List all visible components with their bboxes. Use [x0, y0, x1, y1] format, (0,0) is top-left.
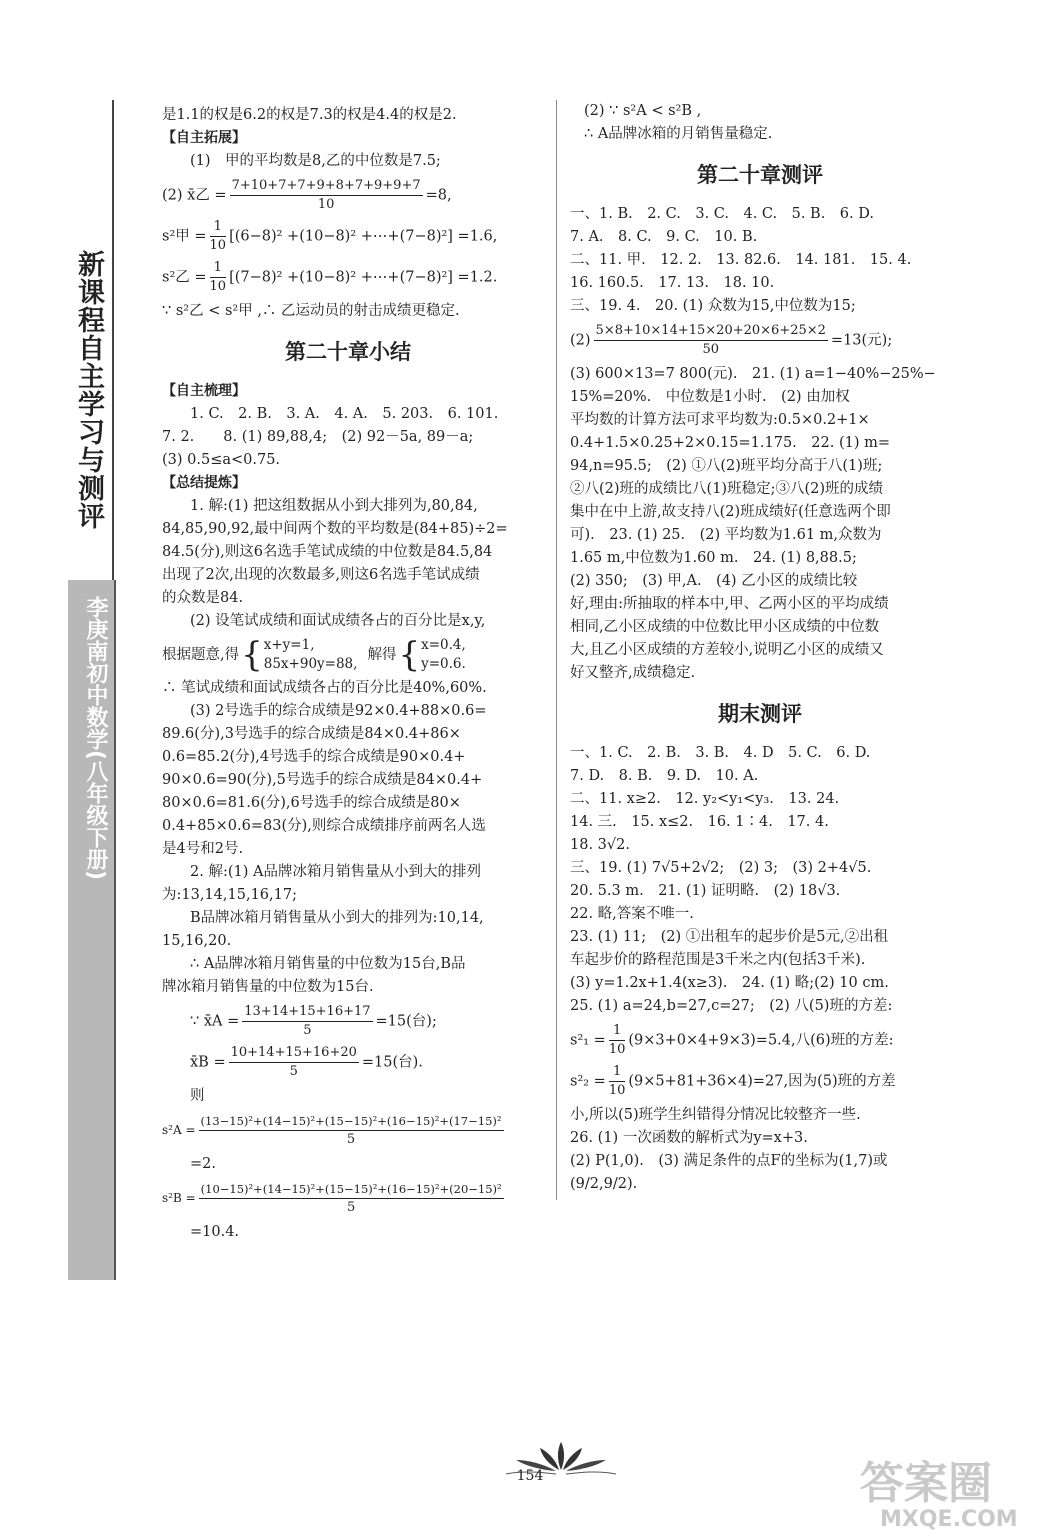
text-line: ②八(2)班的成绩比八(1)班稳定;③八(2)班的成绩 — [570, 481, 884, 497]
fraction — [210, 259, 227, 296]
section-tag-extend: 【自主拓展】 — [162, 130, 246, 146]
numerator: 1 — [210, 259, 227, 278]
formula-lhs: (2) x̄乙 = — [162, 187, 227, 204]
text-line: 7. 2. 8. (1) 89,88,4; (2) 92－5a, 89－a; — [162, 429, 474, 445]
text-line: 0.4+85×0.6=83(分),则综合成绩排序前两名人选 — [162, 818, 486, 834]
text-line: 可). 23. (1) 25. (2) 平均数为1.61 m,众数为 — [570, 527, 882, 543]
text-line: 牌冰箱月销售量的中位数为15台. — [162, 979, 374, 995]
text-line: 94,n=95.5; (2) ①八(2)班平均分高于八(1)班; — [570, 458, 883, 474]
page-number: 154 — [516, 1468, 544, 1484]
text-line: (1) 甲的平均数是8,乙的中位数是7.5; — [190, 153, 441, 169]
text-line: 二、11. x≥2. 12. y₂<y₁<y₃. 13. 24. — [570, 791, 840, 807]
fraction — [242, 1003, 372, 1040]
numerator: 10+14+15+16+20 — [229, 1044, 359, 1063]
text-line: 一、1. B. 2. C. 3. C. 4. C. 5. B. 6. D. — [570, 206, 874, 222]
formula-lhs: ∵ x̄A = — [190, 1013, 240, 1030]
denominator: 5 — [289, 1064, 298, 1079]
text-line: 23. (1) 11; (2) ①出租车的起步价是5元,②出租 — [570, 929, 889, 945]
denominator: 10 — [209, 238, 227, 253]
watermark-text: 答案圈 — [860, 1458, 992, 1509]
formula-lhs: x̄B = — [190, 1054, 226, 1071]
text-line: 7. A. 8. C. 9. C. 10. B. — [570, 229, 758, 245]
text-line: B品牌冰箱月销售量从小到大的排列为:10,14, — [190, 910, 484, 926]
formula-line — [162, 1180, 534, 1217]
fraction — [230, 177, 423, 214]
formula-line — [162, 1112, 534, 1149]
text-line: 1.65 m,中位数为1.60 m. 24. (1) 8,88.5; — [570, 550, 857, 566]
text-line: 90×0.6=90(分),5号选手的综合成绩是84×0.4+ — [162, 772, 483, 788]
text-line: 则 — [190, 1088, 205, 1104]
formula-line — [570, 1063, 950, 1100]
text-line: ∴ 笔试成绩和面试成绩各占的百分比是40%,60%. — [162, 680, 487, 696]
fraction — [199, 1180, 504, 1217]
text-line: 18. 3√2. — [570, 837, 630, 853]
text-line: 二、11. 甲. 12. 2. 13. 82.6. 14. 181. 15. 4. — [570, 252, 912, 268]
column-divider — [556, 100, 557, 1200]
formula-line — [162, 218, 534, 255]
formula-rhs: =13(元); — [830, 332, 893, 349]
text-line: ∵ s²乙 < s²甲 ,∴ 乙运动员的射击成绩更稳定. — [162, 303, 460, 319]
text-line: 15,16,20. — [162, 933, 232, 949]
text-line: 是4号和2号. — [162, 841, 244, 857]
text-line: 80×0.6=81.6(分),6号选手的综合成绩是80× — [162, 795, 461, 811]
fraction — [229, 1044, 359, 1081]
text-line: ∴ A品牌冰箱的月销售量稳定. — [584, 126, 773, 142]
text-line: (3) 600×13=7 800(元). 21. (1) a=1−40%−25%− — [570, 366, 936, 382]
text-fragment: 根据题意,得 — [162, 646, 240, 663]
solution-system — [421, 636, 466, 674]
text-line: (2) 350; (3) 甲,A. (4) 乙小区的成绩比较 — [570, 573, 858, 589]
section-tag-summary: 【总结提炼】 — [162, 475, 246, 491]
watermark-url: MXQE.COM — [880, 1507, 1018, 1530]
numerator: 1 — [210, 218, 227, 237]
text-fragment: 解得 — [367, 646, 397, 663]
text-line: 是1.1的权是6.2的权是7.3的权是4.4的权是2. — [162, 107, 457, 123]
text-line: 为:13,14,15,16,17; — [162, 887, 297, 903]
text-line: (2) 设笔试成绩和面试成绩各占的百分比是x,y, — [190, 613, 486, 629]
text-line: 相同,乙小区成绩的中位数比甲小区成绩的中位数 — [570, 619, 880, 635]
numerator: 1 — [609, 1022, 626, 1041]
fraction — [199, 1112, 504, 1149]
formula-rhs: [(6−8)² +(10−8)² +⋯+(7−8)²] =1.6, — [229, 228, 498, 245]
left-column — [162, 104, 534, 1244]
text-line: 89.6(分),3号选手的综合成绩是84×0.4+86× — [162, 726, 461, 742]
text-line: 三、19. (1) 7√5+2√2; (2) 3; (3) 2+4√5. — [570, 860, 872, 876]
series-title: 新课程自主学习与测评 — [73, 250, 104, 530]
denominator: 5 — [347, 1200, 356, 1215]
formula-lhs: s²₂ = — [570, 1073, 606, 1090]
text-line: 1. C. 2. B. 3. A. 4. A. 5. 203. 6. 101. — [190, 406, 499, 422]
formula-rhs: [(7−8)² +(10−8)² +⋯+(7−8)²] =1.2. — [229, 269, 498, 286]
formula-rhs: (9×5+81+36×4)=27,因为(5)班的方差 — [628, 1073, 896, 1090]
brace-glyph: { — [398, 635, 421, 675]
text-line: 三、19. 4. 20. (1) 众数为15,中位数为15; — [570, 298, 856, 314]
text-line: 好又整齐,成绩稳定. — [570, 665, 696, 681]
denominator: 5 — [346, 1132, 356, 1147]
text-line: 好,理由:所抽取的样本中,甲、乙两小区的平均成绩 — [570, 596, 889, 612]
fraction — [609, 1022, 626, 1059]
numerator: 13+14+15+16+17 — [242, 1003, 372, 1022]
fraction — [594, 322, 828, 359]
equation-system-line — [162, 633, 534, 677]
fraction — [609, 1063, 626, 1100]
text-line: 14. 三. 15. x≤2. 16. 1∶4. 17. 4. — [570, 814, 829, 830]
formula-line — [570, 1022, 950, 1059]
formula-lhs: s²A = — [162, 1123, 196, 1137]
text-line: =10.4. — [190, 1224, 240, 1240]
numerator: 1 — [609, 1063, 626, 1082]
text-line: 0.6=85.2(分),4号选手的综合成绩是90×0.4+ — [162, 749, 466, 765]
formula-lhs: (2) — [570, 332, 591, 349]
equation: x=0.4, — [421, 637, 466, 653]
text-line: 7. D. 8. B. 9. D. 10. A. — [570, 768, 759, 784]
text-line: 1. 解:(1) 把这组数据从小到大排列为,80,84, — [190, 498, 478, 514]
text-line: (9/2,9/2). — [570, 1176, 638, 1192]
text-line: 的众数是84. — [162, 590, 244, 606]
section-heading: 第二十章小结 — [285, 340, 411, 364]
text-line: =2. — [190, 1156, 216, 1172]
text-line: 平均数的计算方法可求平均数为:0.5×0.2+1× — [570, 412, 870, 428]
text-line: 一、1. C. 2. B. 3. B. 4. D 5. C. 6. D. — [570, 745, 871, 761]
text-line: (2) ∵ s²A < s²B , — [584, 103, 702, 119]
section-tag-review: 【自主梳理】 — [162, 383, 246, 399]
formula-line — [162, 1003, 534, 1040]
formula-lhs: s²B = — [162, 1191, 196, 1205]
text-line: ∴ A品牌冰箱月销售量的中位数为15台,B品 — [190, 956, 466, 972]
formula-rhs: =15(台). — [361, 1054, 423, 1071]
numerator: (10−15)²+(14−15)²+(15−15)²+(16−15)²+(20−15)² — [199, 1180, 504, 1199]
equation: 85x+90y=88, — [263, 656, 358, 672]
text-line: (3) 0.5≤a<0.75. — [162, 452, 281, 468]
denominator: 5 — [303, 1023, 312, 1038]
formula-lhs: s²乙 = — [162, 269, 207, 286]
text-line: 20. 5.3 m. 21. (1) 证明略. (2) 18√3. — [570, 883, 841, 899]
text-line: 84,85,90,92,最中间两个数的平均数是(84+85)÷2= — [162, 521, 508, 537]
formula-rhs: (9×3+0×4+9×3)=5.4,八(6)班的方差: — [628, 1032, 894, 1049]
equation: y=0.6. — [421, 656, 466, 672]
formula-line — [162, 1044, 534, 1081]
text-line: 出现了2次,出现的次数最多,则这6名选手笔试成绩 — [162, 567, 480, 583]
text-line: 22. 略,答案不唯一. — [570, 906, 694, 922]
text-line: 26. (1) 一次函数的解析式为y=x+3. — [570, 1130, 808, 1146]
denominator: 10 — [209, 279, 227, 294]
formula-line — [162, 259, 534, 296]
text-line: 2. 解:(1) A品牌冰箱月销售量从小到大的排列 — [190, 864, 481, 880]
brace-glyph: { — [241, 635, 263, 675]
text-line: 车起步价的路程范围是3千米之内(包括3千米). — [570, 952, 866, 968]
numerator: 7+10+7+7+9+8+7+9+9+7 — [230, 177, 423, 196]
text-line: (3) y=1.2x+1.4(x≥3). 24. (1) 略;(2) 10 cm. — [570, 975, 889, 991]
watermark-logo — [840, 1450, 1040, 1530]
numerator: (13−15)²+(14−15)²+(15−15)²+(16−15)²+(17−15)² — [199, 1112, 504, 1131]
formula-line — [570, 322, 950, 359]
equation-system — [264, 636, 358, 674]
numerator: 5×8+10×14+15×20+20×6+25×2 — [594, 322, 828, 341]
text-line: 大,且乙小区成绩的方差较小,说明乙小区的成绩又 — [570, 642, 884, 658]
formula-rhs: =15(台); — [375, 1013, 437, 1030]
fraction — [210, 218, 227, 255]
denominator: 10 — [608, 1042, 626, 1057]
formula-lhs: s²甲 = — [162, 228, 207, 245]
text-line: (3) 2号选手的综合成绩是92×0.4+88×0.6= — [190, 703, 487, 719]
equation: x+y=1, — [263, 637, 315, 653]
text-line: 0.4+1.5×0.25+2×0.15=1.175. 22. (1) m= — [570, 435, 890, 451]
text-line: 16. 160.5. 17. 13. 18. 10. — [570, 275, 775, 291]
text-line: 84.5(分),则这6名选手笔试成绩的中位数是84.5,84 — [162, 544, 493, 560]
right-column — [570, 100, 950, 1196]
text-line: 15%=20%. 中位数是1小时. (2) 由加权 — [570, 389, 850, 405]
denominator: 10 — [317, 197, 335, 212]
text-line: 小,所以(5)班学生纠错得分情况比较整齐一些. — [570, 1107, 861, 1123]
text-line: (2) P(1,0). (3) 满足条件的点F的坐标为(1,7)或 — [570, 1153, 888, 1169]
text-line: 25. (1) a=24,b=27,c=27; (2) 八(5)班的方差: — [570, 998, 893, 1014]
section-heading: 第二十章测评 — [697, 163, 823, 187]
denominator: 10 — [608, 1083, 626, 1098]
denominator: 50 — [702, 342, 719, 357]
book-subtitle: 李庚南初中数学(八年级下册) — [83, 596, 108, 881]
formula-line — [162, 177, 534, 214]
text-line: 集中在中上游,故支持八(2)班成绩好(任意选两个即 — [570, 504, 891, 520]
formula-lhs: s²₁ = — [570, 1032, 606, 1049]
section-heading: 期末测评 — [718, 702, 802, 726]
formula-rhs: =8, — [425, 187, 452, 204]
